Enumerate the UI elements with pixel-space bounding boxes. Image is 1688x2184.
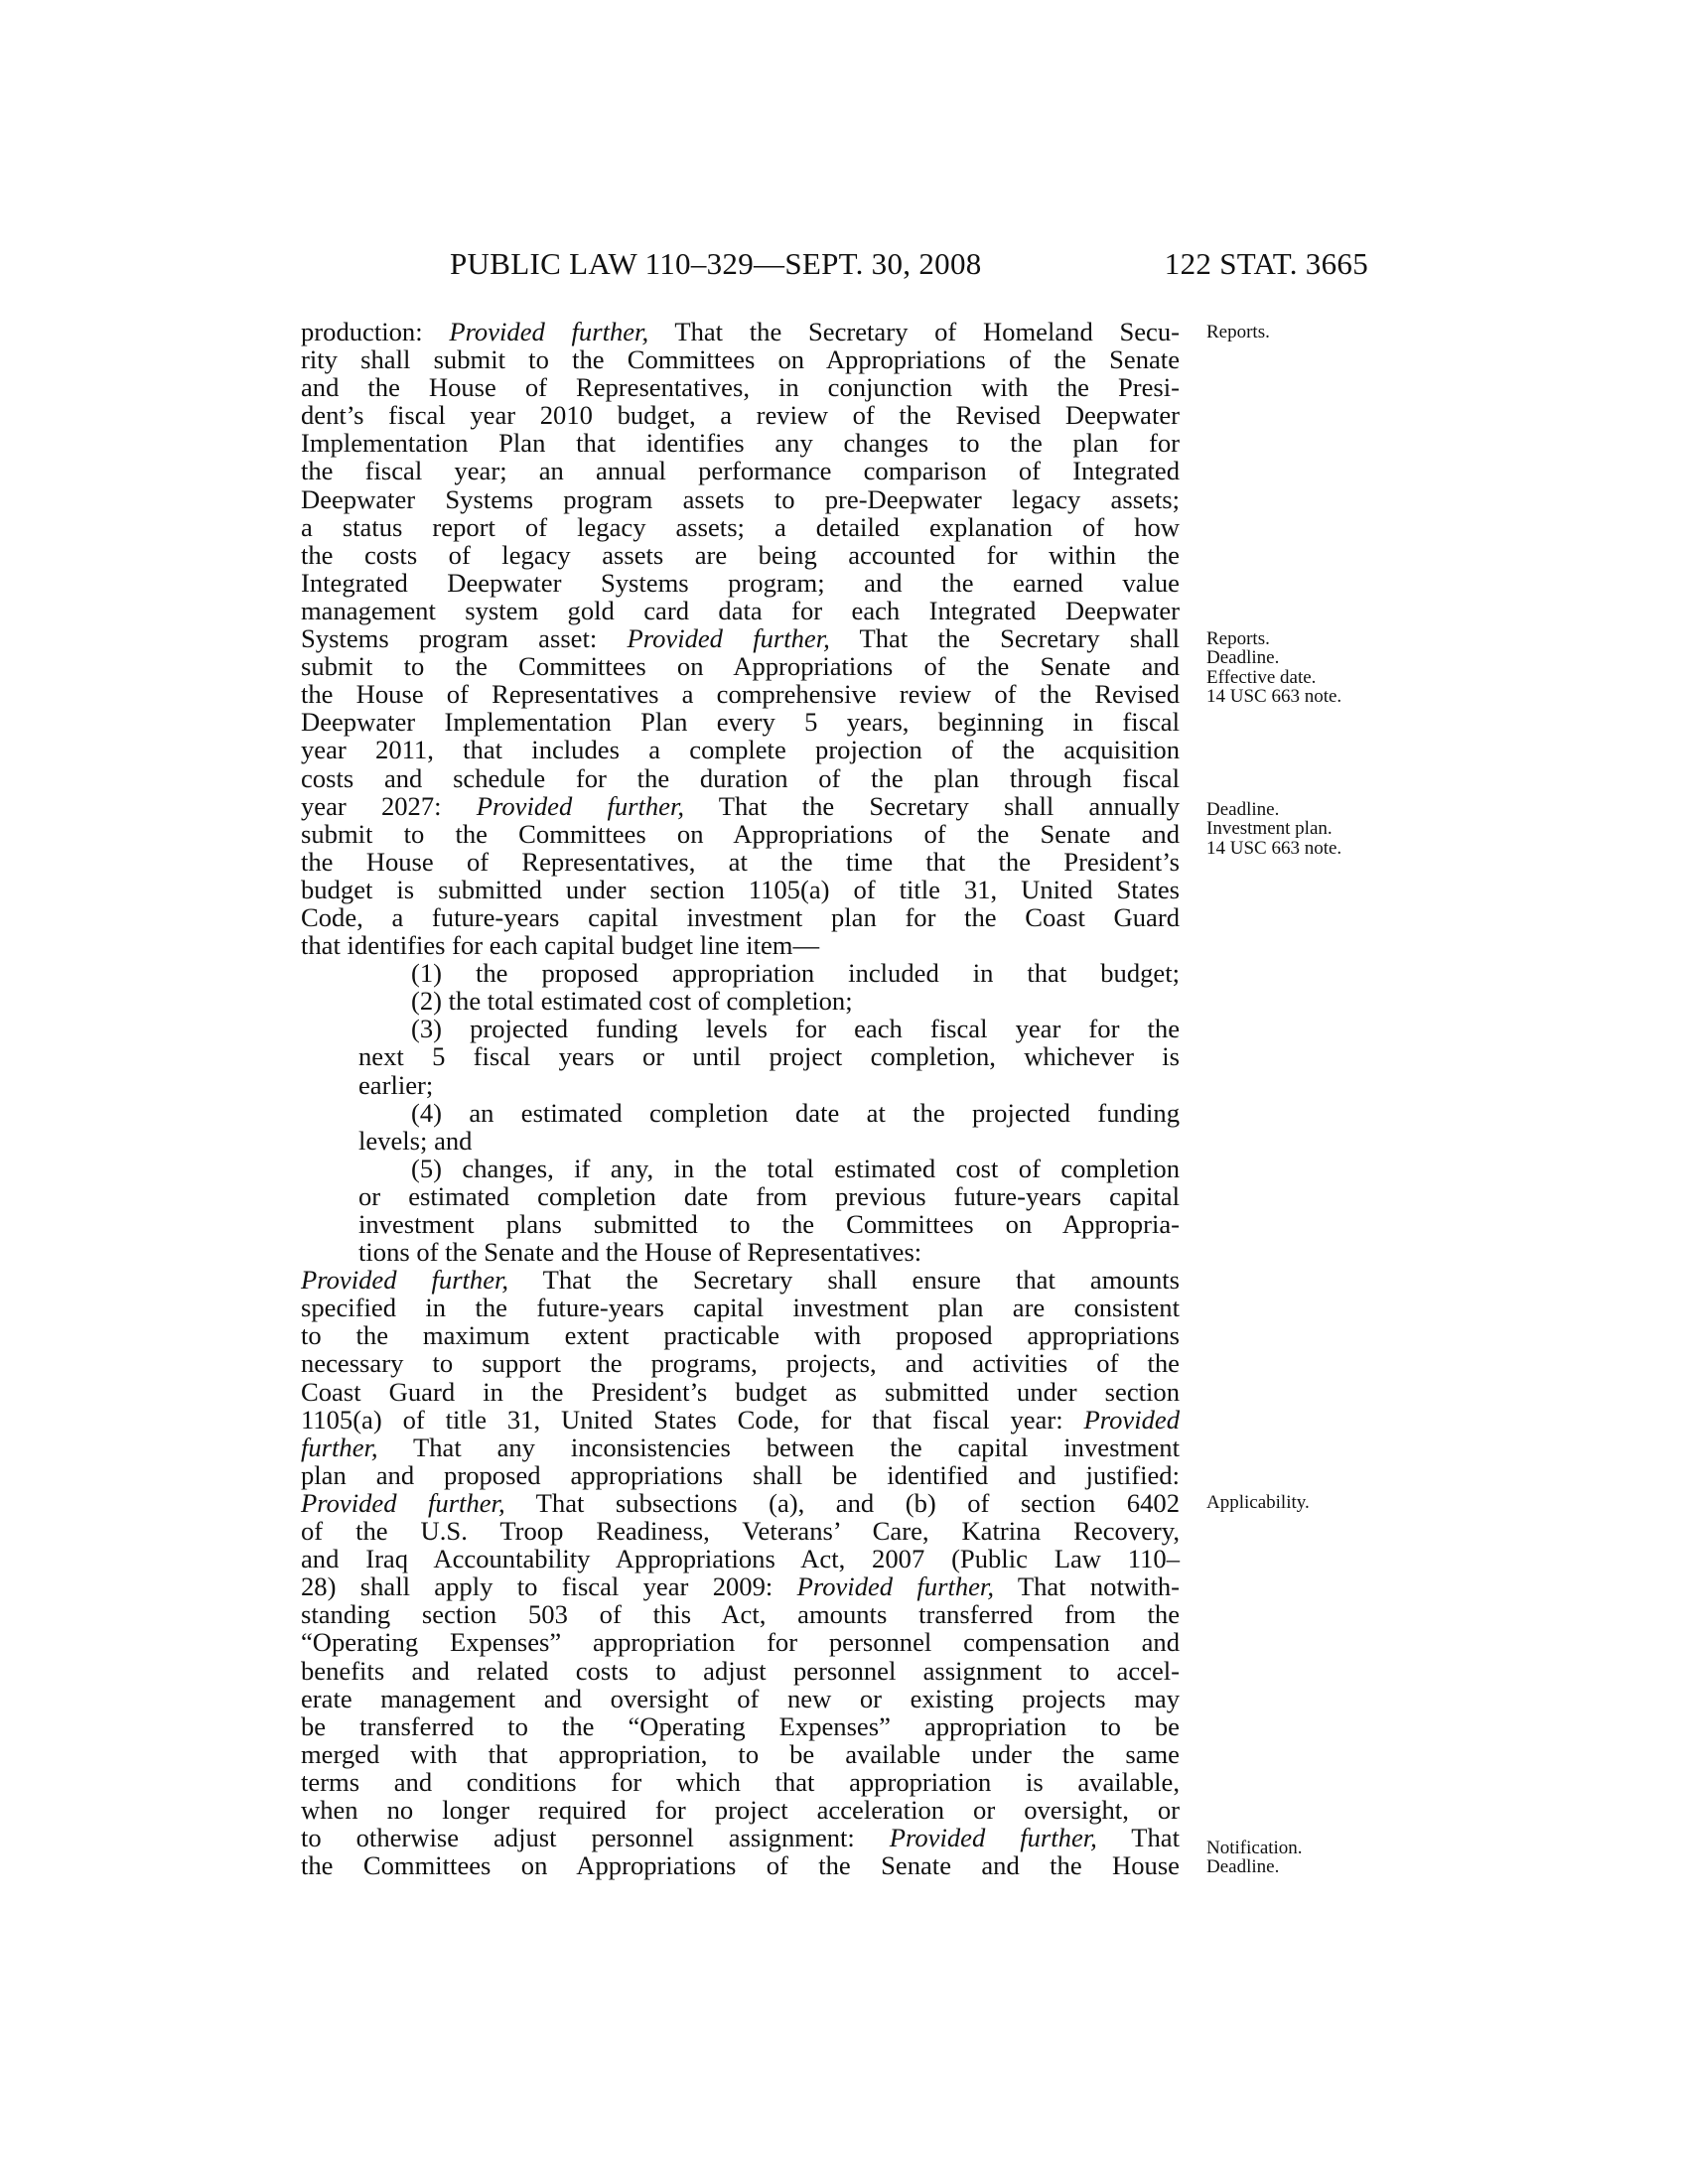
text-line: Integrated Deepwater Systems program; and the earned value <box>301 567 1180 598</box>
text-line: the costs of legacy assets are being accounted for within the <box>301 539 1180 570</box>
text-line: levels; and <box>358 1125 473 1156</box>
header-public-law: PUBLIC LAW 110–329—SEPT. 30, 2008 <box>450 246 982 281</box>
text-line: investment plans submitted to the Committees on Appropria- <box>358 1209 1180 1239</box>
text-line: specified in the future-years capital investment plan are consistent <box>301 1293 1180 1323</box>
text-line: when no longer required for project acceleration or oversight, or <box>301 1794 1180 1825</box>
text-line: a status report of legacy assets; a detailed explanation of how <box>301 511 1180 542</box>
text-line: tions of the Senate and the House of Representatives: <box>358 1237 922 1268</box>
text-line: plan and proposed appropriations shall be identified and justified: <box>301 1459 1180 1490</box>
text-line: the House of Representatives a comprehensive review of the Revised <box>301 679 1180 710</box>
text-line: the House of Representatives, at the time that the President’s <box>301 846 1180 877</box>
text-line: management system gold card data for each Integrated Deepwater <box>301 595 1180 625</box>
text-line: submit to the Committees on Appropriations of the Senate and <box>301 651 1180 682</box>
text-line: Deepwater Implementation Plan every 5 years, beginning in fiscal <box>301 707 1180 738</box>
text-line: Deepwater Systems program assets to pre-Deepwater legacy assets; <box>301 483 1180 514</box>
text-line: 28) shall apply to fiscal year 2009: Provided further, That notwith- <box>301 1571 1180 1602</box>
text-line: benefits and related costs to adjust personnel assignment to accel- <box>301 1655 1180 1686</box>
text-line: merged with that appropriation, to be available under the same <box>301 1738 1180 1769</box>
text-line: standing section 503 of this Act, amounts transferred from the <box>301 1599 1180 1630</box>
text-line: rity shall submit to the Committees on Appropriations of the Senate <box>301 344 1180 375</box>
text-line: Provided further, That the Secretary shall ensure that amounts <box>301 1265 1181 1296</box>
header-stat-page: 122 STAT. 3665 <box>1164 246 1368 281</box>
list-item-2: (2) the total estimated cost of completion; <box>411 986 853 1017</box>
text-line: to the maximum extent practicable with proposed appropriations <box>301 1320 1180 1351</box>
text-line: terms and conditions for which that appropriation is available, <box>301 1766 1180 1797</box>
text-line: Systems program asset: Provided further, That the Secretary shall <box>301 623 1180 654</box>
text-line: the fiscal year; an annual performance comparison of Integrated <box>301 456 1180 486</box>
list-item-1: (1) the proposed appropriation included in that budget; <box>411 958 1180 989</box>
law-body-text <box>301 318 1180 1879</box>
text-line: budget is submitted under section 1105(a) of title 31, United States <box>301 874 1180 904</box>
margin-note-applicability: Applicability. <box>1206 1492 1310 1513</box>
margin-note-notification: Notification. Deadline. <box>1206 1838 1303 1878</box>
text-line: the Committees on Appropriations of the Senate and the House <box>301 1850 1180 1881</box>
text-line: submit to the Committees on Appropriations of the Senate and <box>301 818 1180 849</box>
text-line: be transferred to the “Operating Expenses” appropriation to be <box>301 1710 1180 1741</box>
text-line: dent’s fiscal year 2010 budget, a review of the Revised Deepwater <box>301 400 1180 431</box>
text-line: that identifies for each capital budget line item— <box>301 930 820 961</box>
list-item-4: (4) an estimated completion date at the projected funding <box>411 1097 1180 1128</box>
text-line: necessary to support the programs, projects, and activities of the <box>301 1348 1180 1379</box>
margin-note-reports: Reports. <box>1206 322 1270 342</box>
text-line: “Operating Expenses” appropriation for personnel compensation and <box>301 1627 1180 1658</box>
text-line: further, That any inconsistencies between the capital investment <box>301 1432 1180 1462</box>
text-line: production: Provided further, That the Secretary of Homeland Secu- <box>301 317 1180 346</box>
text-line: and Iraq Accountability Appropriations Act, 2007 (Public Law 110– <box>301 1544 1180 1574</box>
text-line: year 2027: Provided further, That the Secretary shall annually <box>301 790 1180 821</box>
text-line: to otherwise adjust personnel assignment: Provided further, That <box>301 1823 1180 1853</box>
page-header <box>298 246 1368 286</box>
text-line: erate management and oversight of new or existing projects may <box>301 1683 1180 1713</box>
text-line: Coast Guard in the President’s budget as submitted under section <box>301 1376 1180 1407</box>
text-line: Implementation Plan that identifies any changes to the plan for <box>301 428 1180 459</box>
list-item-5: (5) changes, if any, in the total estimated cost of completion <box>411 1153 1180 1183</box>
text-line: earlier; <box>358 1069 434 1100</box>
margin-note-reports-deadline: Reports. Deadline. Effective date. 14 USC 663 note. <box>1206 628 1342 708</box>
text-line: year 2011, that includes a complete projection of the acquisition <box>301 735 1180 765</box>
margin-note-investment-plan: Deadline. Investment plan. 14 USC 663 note. <box>1206 799 1342 859</box>
text-line: next 5 fiscal years or until project completion, whichever is <box>358 1041 1180 1072</box>
text-line: of the U.S. Troop Readiness, Veterans’ Care, Katrina Recovery, <box>301 1516 1180 1547</box>
text-line: and the House of Representatives, in conjunction with the Presi- <box>301 372 1180 403</box>
text-line: Code, a future-years capital investment plan for the Coast Guard <box>301 901 1180 932</box>
list-item-3: (3) projected funding levels for each fiscal year for the <box>411 1014 1180 1044</box>
text-line: Provided further, That subsections (a), and (b) of section 6402 <box>301 1487 1180 1518</box>
text-line: 1105(a) of title 31, United States Code, for that fiscal year: Provided <box>301 1404 1180 1434</box>
text-line: or estimated completion date from previous future-years capital <box>358 1180 1180 1211</box>
text-line: costs and schedule for the duration of the plan through fiscal <box>301 762 1180 793</box>
